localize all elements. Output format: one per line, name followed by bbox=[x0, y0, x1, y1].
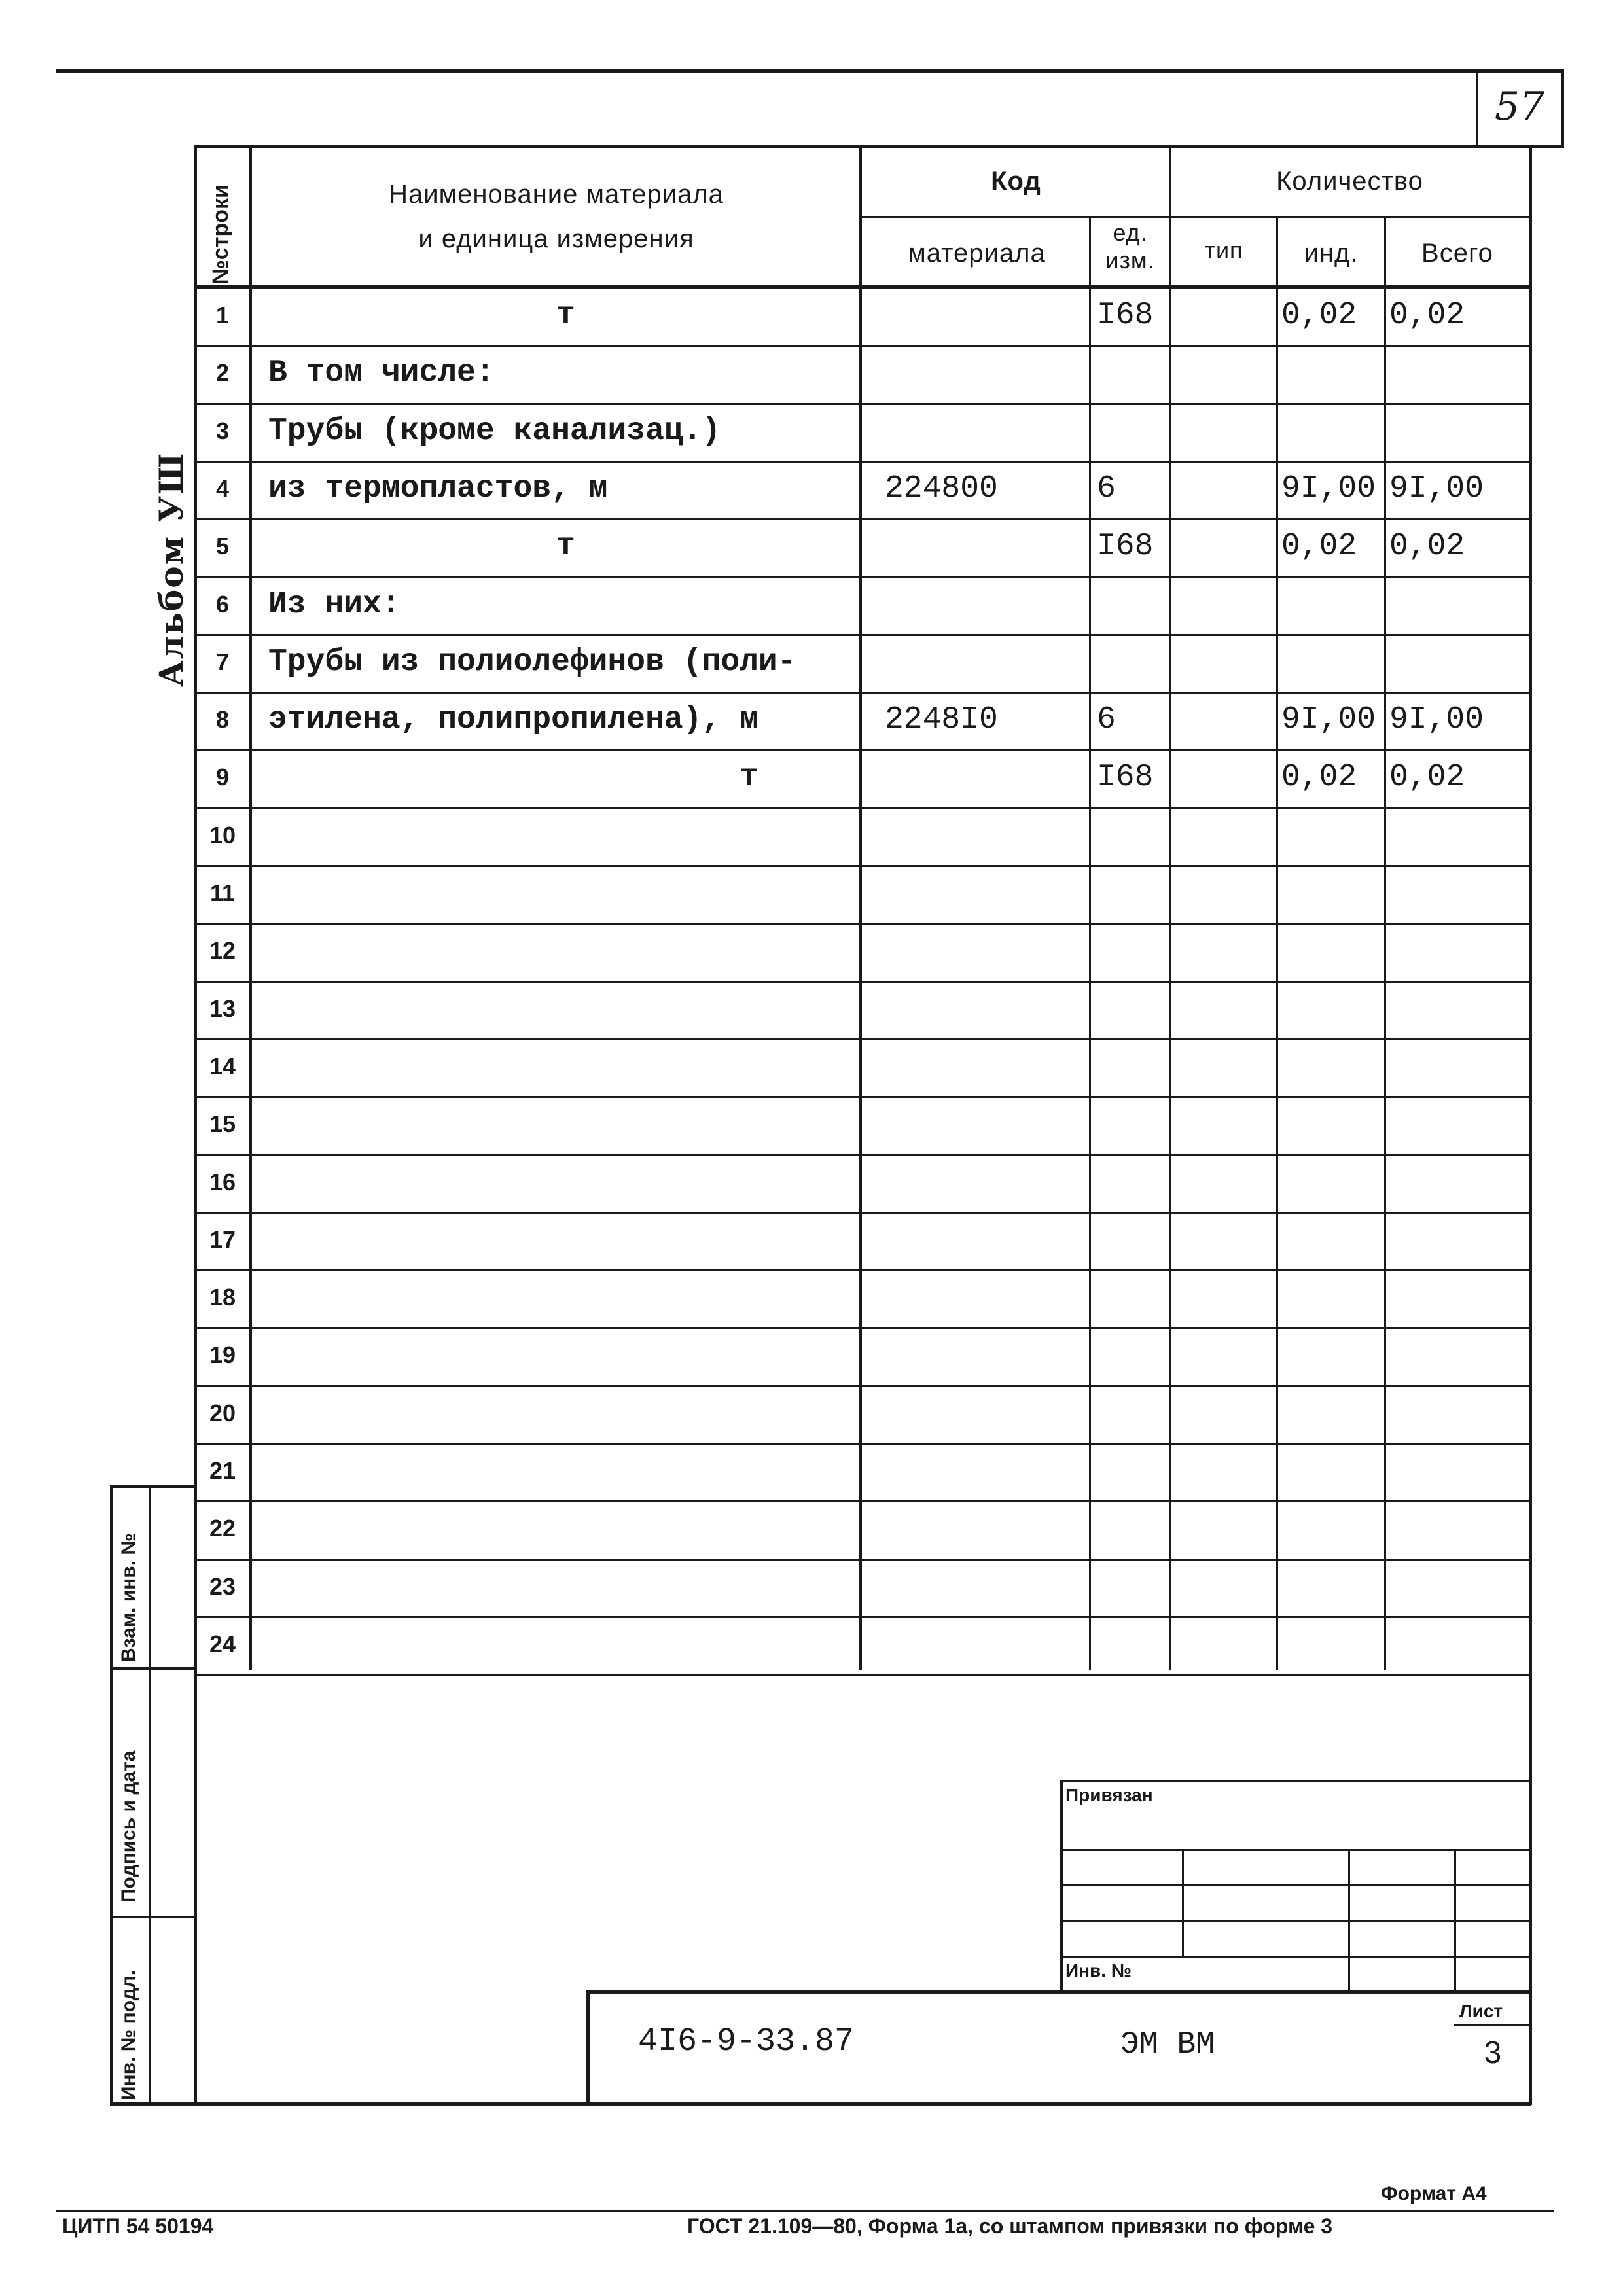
side-stamp-inv-orig: Инв. № подл. bbox=[118, 1969, 139, 2100]
col-line-type bbox=[1276, 216, 1278, 1670]
cell-material-name: Трубы из полиолефинов (поли- bbox=[268, 645, 796, 680]
row-line bbox=[196, 749, 1529, 751]
cell-unit-code: I68 bbox=[1097, 760, 1154, 795]
cell-qty-ind: 0,02 bbox=[1281, 529, 1357, 564]
privyazan-label: Привязан bbox=[1065, 1785, 1153, 1805]
cell-qty-total: 0,02 bbox=[1389, 529, 1465, 564]
gost-label: ГОСТ 21.109—80, Форма 1а, со штампом привязки по форме 3 bbox=[687, 2214, 1333, 2238]
row-number: 12 bbox=[209, 937, 236, 964]
row-number: 24 bbox=[209, 1631, 236, 1657]
row-number: 15 bbox=[209, 1110, 236, 1137]
row-line bbox=[196, 865, 1529, 867]
footer-line bbox=[56, 2210, 1554, 2212]
header-total: Всего bbox=[1421, 239, 1493, 268]
header-name-line2: и единица измерения bbox=[418, 224, 694, 253]
cell-material-name: т bbox=[740, 760, 758, 795]
page-number-box-left bbox=[1476, 69, 1478, 147]
col-line-unit bbox=[1169, 145, 1171, 1670]
header-material: материала bbox=[908, 239, 1046, 268]
row-number: 23 bbox=[209, 1573, 236, 1600]
row-line bbox=[196, 1500, 1529, 1502]
sheet-label: Лист bbox=[1459, 2001, 1503, 2021]
row-line bbox=[196, 1327, 1529, 1329]
row-number: 4 bbox=[215, 475, 230, 502]
row-number: 17 bbox=[209, 1226, 236, 1253]
header-name-line1: Наименование материала bbox=[389, 180, 724, 209]
row-number: 1 bbox=[215, 302, 230, 328]
cell-material-name: Из них: bbox=[268, 587, 401, 622]
row-number: 19 bbox=[209, 1341, 236, 1368]
cell-qty-total: 9I,00 bbox=[1389, 471, 1484, 506]
header-divider bbox=[861, 216, 1529, 218]
cell-qty-ind: 9I,00 bbox=[1281, 702, 1376, 737]
frame-right bbox=[1529, 145, 1532, 2105]
privyazan-row4 bbox=[1061, 1956, 1529, 1958]
privyazan-row3 bbox=[1061, 1920, 1529, 1922]
cell-material-code: 2248I0 bbox=[885, 702, 998, 737]
cell-material-name: В том числе: bbox=[268, 355, 495, 391]
code-block-top bbox=[588, 1990, 1530, 1994]
col-line-name bbox=[859, 145, 862, 1670]
cell-qty-ind: 0,02 bbox=[1281, 760, 1357, 795]
cell-material-name: этилена, полипропилена), м bbox=[268, 702, 758, 737]
header-code: Код bbox=[991, 167, 1041, 196]
privyazan-col2 bbox=[1348, 1849, 1350, 1992]
cell-material-code: 224800 bbox=[885, 471, 998, 506]
top-border-line bbox=[56, 69, 1564, 73]
row-line bbox=[196, 345, 1529, 347]
row-number: 21 bbox=[209, 1457, 236, 1484]
code-block-left bbox=[586, 1990, 590, 2105]
cell-unit-code: I68 bbox=[1097, 529, 1154, 564]
cell-qty-ind: 0,02 bbox=[1281, 298, 1357, 333]
cell-qty-ind: 9I,00 bbox=[1281, 471, 1376, 506]
side-strip-mid bbox=[149, 1485, 151, 2106]
row-number: 20 bbox=[209, 1400, 236, 1426]
row-number: 2 bbox=[215, 359, 230, 386]
col-line-ind bbox=[1384, 216, 1386, 1670]
header-unit-line1: ед. bbox=[1113, 219, 1148, 246]
row-line bbox=[196, 807, 1529, 809]
header-unit-line2: изм. bbox=[1105, 247, 1155, 274]
inv-no-label: Инв. № bbox=[1065, 1960, 1132, 1981]
row-number: 22 bbox=[209, 1515, 236, 1542]
frame-bottom bbox=[111, 2102, 1531, 2106]
header-bottom bbox=[196, 285, 1529, 289]
cell-unit-code: 6 bbox=[1097, 471, 1116, 506]
header-quantity: Количество bbox=[1276, 167, 1423, 196]
row-line bbox=[196, 576, 1529, 578]
row-line bbox=[196, 1038, 1529, 1040]
cell-qty-total: 9I,00 bbox=[1389, 702, 1484, 737]
row-line bbox=[196, 1674, 1529, 1676]
cell-unit-code: 6 bbox=[1097, 702, 1116, 737]
row-line bbox=[196, 1212, 1529, 1214]
header-type: тип bbox=[1204, 237, 1243, 264]
side-strip-div2 bbox=[110, 1916, 195, 1918]
row-line bbox=[196, 634, 1529, 636]
format-label: Формат А4 bbox=[1381, 2183, 1487, 2204]
header-ind: инд. bbox=[1304, 239, 1359, 268]
row-line bbox=[196, 692, 1529, 694]
row-line bbox=[196, 1443, 1529, 1445]
row-number: 5 bbox=[215, 533, 230, 559]
doc-mark: ЭМ ВМ bbox=[1120, 2027, 1215, 2062]
cell-material-name: из термопластов, м bbox=[268, 471, 608, 506]
privyazan-row2 bbox=[1061, 1884, 1529, 1886]
col-line-code bbox=[1089, 216, 1091, 1670]
sheet-divider bbox=[1454, 2024, 1529, 2026]
citp-label: ЦИТП 54 50194 bbox=[62, 2214, 214, 2238]
row-number: 9 bbox=[215, 764, 230, 790]
header-row-no: №строки bbox=[208, 185, 233, 285]
side-strip-div1 bbox=[110, 1667, 195, 1670]
row-number: 14 bbox=[209, 1053, 236, 1080]
page-number-box-right bbox=[1561, 69, 1564, 147]
row-number: 13 bbox=[209, 995, 236, 1022]
row-number: 6 bbox=[215, 591, 230, 618]
row-line bbox=[196, 461, 1529, 463]
row-number: 18 bbox=[209, 1284, 236, 1311]
row-line bbox=[196, 1385, 1529, 1387]
frame-top bbox=[196, 145, 1564, 148]
cell-material-name: т bbox=[556, 529, 575, 564]
row-number: 16 bbox=[209, 1169, 236, 1195]
privyazan-top bbox=[1061, 1780, 1529, 1782]
row-line bbox=[196, 518, 1529, 520]
cell-material-name: т bbox=[556, 298, 575, 333]
row-number: 10 bbox=[209, 822, 236, 849]
cell-material-name: Трубы (кроме канализац.) bbox=[268, 414, 721, 449]
row-line bbox=[196, 1154, 1529, 1156]
row-line bbox=[196, 1616, 1529, 1618]
row-line bbox=[196, 923, 1529, 925]
page-number: 57 bbox=[1494, 84, 1545, 130]
side-stamp-sign-date: Подпись и дата bbox=[118, 1750, 139, 1903]
privyazan-col3 bbox=[1454, 1849, 1456, 1992]
row-line bbox=[196, 981, 1529, 983]
row-number: 7 bbox=[215, 648, 230, 675]
doc-code: 4I6-9-33.87 bbox=[638, 2023, 855, 2060]
cell-qty-total: 0,02 bbox=[1389, 760, 1465, 795]
album-label: Альбом УШ bbox=[152, 451, 190, 687]
side-stamp-replace-inv: Взам. инв. № bbox=[118, 1533, 139, 1662]
row-line bbox=[196, 1559, 1529, 1561]
row-number: 8 bbox=[215, 706, 230, 733]
privyazan-row1 bbox=[1061, 1849, 1529, 1851]
side-strip-top bbox=[110, 1485, 195, 1488]
row-line bbox=[196, 1269, 1529, 1271]
row-number: 11 bbox=[209, 879, 236, 906]
row-line bbox=[196, 1096, 1529, 1098]
row-number: 3 bbox=[215, 417, 230, 444]
col-line-rownum bbox=[249, 145, 252, 1670]
side-strip-outer-left bbox=[110, 1485, 113, 2106]
cell-qty-total: 0,02 bbox=[1389, 298, 1465, 333]
row-line bbox=[196, 403, 1529, 405]
cell-unit-code: I68 bbox=[1097, 298, 1154, 333]
privyazan-col1 bbox=[1182, 1849, 1184, 1956]
sheet-number: 3 bbox=[1484, 2036, 1502, 2070]
